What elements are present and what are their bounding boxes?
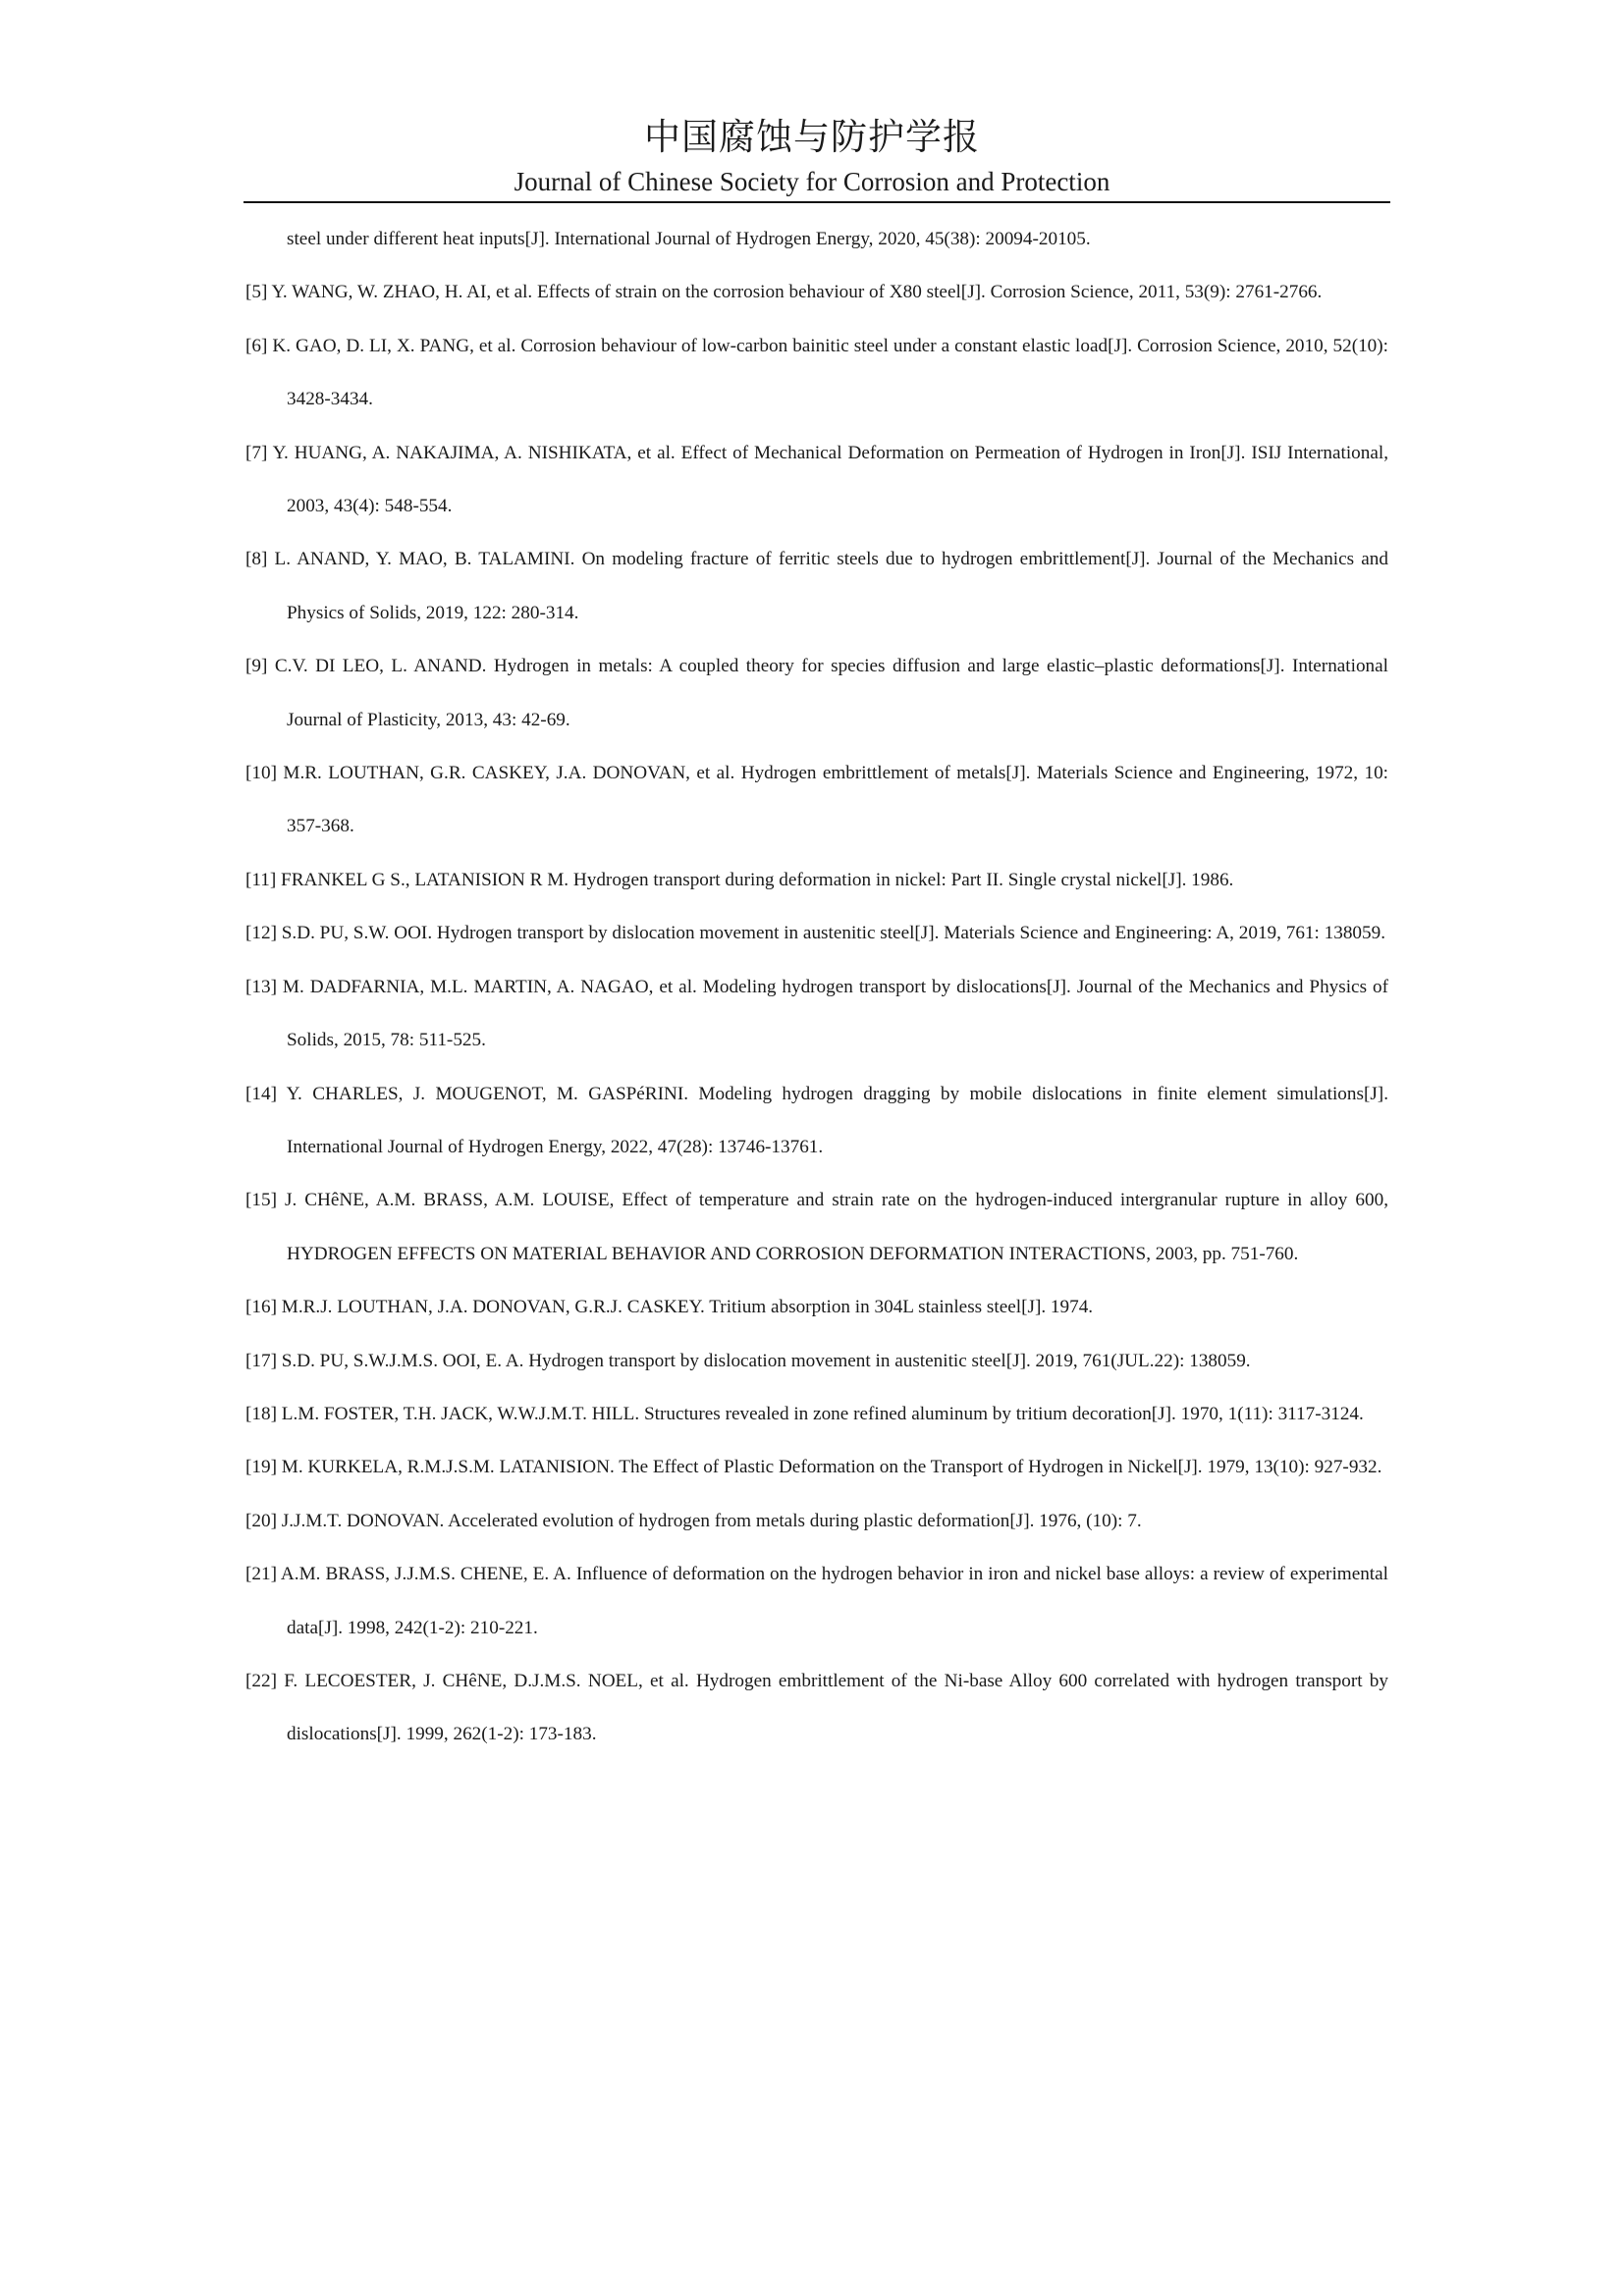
reference-entry-20: [20] J.J.M.T. DONOVAN. Accelerated evolution of hydrogen from metals during plastic deformation[J]. 1976, (10): 7. <box>245 1510 1142 1531</box>
reference-entry-10: [10] M.R. LOUTHAN, G.R. CASKEY, J.A. DONOVAN, et al. Hydrogen embrittlement of metals[J]. Materials Science and Engineering, 1972, 10: 357-368. <box>245 763 1388 837</box>
reference-entry-19: [19] M. KURKELA, R.M.J.S.M. LATANISION. The Effect of Plastic Deformation on the Transport of Hydrogen in Nickel[J]. 1979, 13(10): 927-932. <box>245 1457 1382 1478</box>
reference-list <box>245 213 1388 1762</box>
reference-entry-18: [18] L.M. FOSTER, T.H. JACK, W.W.J.M.T. HILL. Structures revealed in zone refined aluminum by tritium decoration[J]. 1970, 1(11): 3117-3124. <box>245 1403 1364 1424</box>
reference-entry-continuation: steel under different heat inputs[J]. International Journal of Hydrogen Energy, 2020, 45(38): 20094-20105. <box>287 229 1091 249</box>
reference-entry-8: [8] L. ANAND, Y. MAO, B. TALAMINI. On modeling fracture of ferritic steels due to hydrogen embrittlement[J]. Journal of the Mechanics and Physics of Solids, 2019, 122: 280-314. <box>245 549 1388 623</box>
journal-title-chinese: 中国腐蚀与防护学报 <box>644 116 980 158</box>
header-rule <box>244 201 1390 203</box>
page-header <box>0 0 1624 206</box>
reference-entry-21: [21] A.M. BRASS, J.J.M.S. CHENE, E. A. Influence of deformation on the hydrogen behavior in iron and nickel base alloys: a review of experimental data[J]. 1998, 242(1-2): 210-221. <box>245 1564 1388 1638</box>
journal-title-english: Journal of Chinese Society for Corrosion and Protection <box>514 167 1110 196</box>
reference-entry-16: [16] M.R.J. LOUTHAN, J.A. DONOVAN, G.R.J. CASKEY. Tritium absorption in 304L stainless steel[J]. 1974. <box>245 1297 1094 1318</box>
reference-entry-15: [15] J. CHêNE, A.M. BRASS, A.M. LOUISE, Effect of temperature and strain rate on the hydrogen-induced intergranular rupture in alloy 600, HYDROGEN EFFECTS ON MATERIAL BEHAVIOR AND CORROSION DEFORMATION INTERACTIONS, 2003, pp. 751-760. <box>245 1190 1388 1264</box>
reference-entry-7: [7] Y. HUANG, A. NAKAJIMA, A. NISHIKATA, et al. Effect of Mechanical Deformation on Permeation of Hydrogen in Iron[J]. ISIJ International, 2003, 43(4): 548-554. <box>245 442 1388 517</box>
reference-entry-5: [5] Y. WANG, W. ZHAO, H. AI, et al. Effects of strain on the corrosion behaviour of X80 steel[J]. Corrosion Science, 2011, 53(9): 2761-2766. <box>245 282 1323 303</box>
reference-entry-6: [6] K. GAO, D. LI, X. PANG, et al. Corrosion behaviour of low-carbon bainitic steel under a constant elastic load[J]. Corrosion Science, 2010, 52(10): 3428-3434. <box>245 335 1388 410</box>
reference-entry-22: [22] F. LECOESTER, J. CHêNE, D.J.M.S. NOEL, et al. Hydrogen embrittlement of the Ni-base Alloy 600 correlated with hydrogen transport by dislocations[J]. 1999, 262(1-2): 173-183. <box>245 1670 1388 1745</box>
reference-entry-14: [14] Y. CHARLES, J. MOUGENOT, M. GASPéRINI. Modeling hydrogen dragging by mobile dislocations in finite element simulations[J]. International Journal of Hydrogen Energy, 2022, 47(28): 13746-13761. <box>245 1083 1388 1157</box>
reference-entry-17: [17] S.D. PU, S.W.J.M.S. OOI, E. A. Hydrogen transport by dislocation movement in austenitic steel[J]. 2019, 761(JUL.22): 138059. <box>245 1350 1251 1371</box>
reference-entry-9: [9] C.V. DI LEO, L. ANAND. Hydrogen in metals: A coupled theory for species diffusion and large elastic–plastic deformations[J]. International Journal of Plasticity, 2013, 43: 42-69. <box>245 656 1388 730</box>
reference-entry-11: [11] FRANKEL G S., LATANISION R M. Hydrogen transport during deformation in nickel: Part II. Single crystal nickel[J]. 1986. <box>245 869 1234 890</box>
reference-entry-12: [12] S.D. PU, S.W. OOI. Hydrogen transport by dislocation movement in austenitic steel[J]. Materials Science and Engineering: A, 2019, 761: 138059. <box>245 923 1386 944</box>
reference-entry-13: [13] M. DADFARNIA, M.L. MARTIN, A. NAGAO, et al. Modeling hydrogen transport by dislocations[J]. Journal of the Mechanics and Physics of Solids, 2015, 78: 511-525. <box>245 976 1388 1051</box>
